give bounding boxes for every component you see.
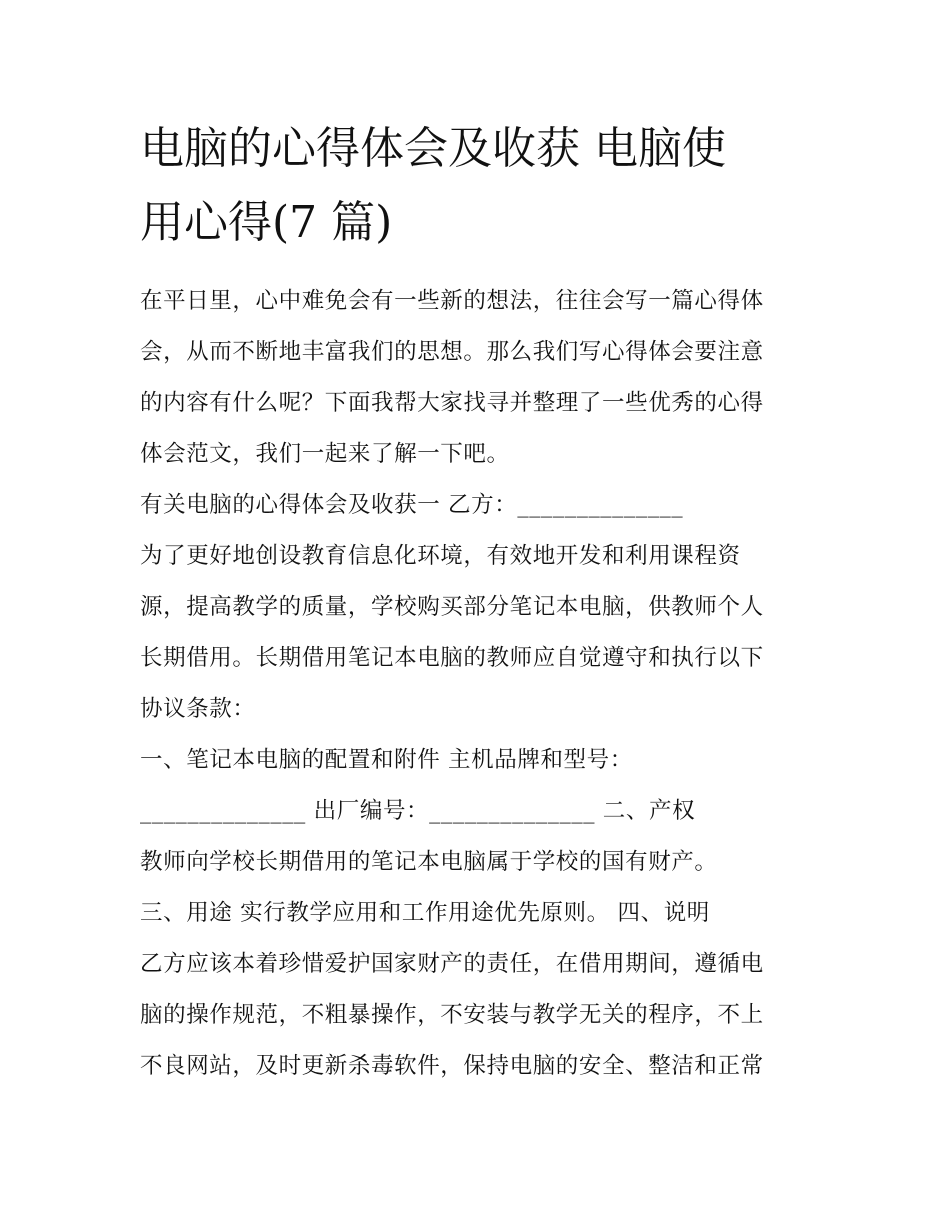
- page-title: [140, 112, 820, 260]
- paragraph-line: 在平日里，心中难免会有一些新的想法，往往会写一篇心得体: [140, 288, 764, 314]
- paragraph-line: 一、笔记本电脑的配置和附件 主机品牌和型号：: [140, 747, 633, 773]
- section-heading-line: 有关电脑的心得体会及收获一 乙方：______________: [140, 492, 684, 518]
- paragraph-line: 源，提高教学的质量，学校购买部分笔记本电脑，供教师个人: [140, 594, 764, 620]
- paragraph-line: 体会范文，我们一起来了解一下吧。: [140, 441, 510, 467]
- paragraph-line: 长期借用。长期借用笔记本电脑的教师应自觉遵守和执行以下: [140, 645, 764, 671]
- paragraph-line: 为了更好地创设教育信息化环境，有效地开发和利用课程资: [140, 543, 741, 569]
- paragraph-line: 脑的操作规范，不粗暴操作，不安装与教学无关的程序，不上: [140, 1002, 764, 1028]
- paragraph-line: 协议条款：: [140, 696, 256, 722]
- paragraph-line: 不良网站，及时更新杀毒软件，保持电脑的安全、整洁和正常: [140, 1053, 764, 1079]
- paragraph-line: 乙方应该本着珍惜爱护国家财产的责任，在借用期间，遵循电: [140, 951, 764, 977]
- paragraph-line: 会，从而不断地丰富我们的思想。那么我们写心得体会要注意: [140, 339, 764, 365]
- paragraph-line: 的内容有什么呢？下面我帮大家找寻并整理了一些优秀的心得: [140, 390, 764, 416]
- title-line-1: 电脑的心得体会及收获 电脑使: [140, 123, 726, 174]
- paragraph-line: 三、用途 实行教学应用和工作用途优先原则。 四、说明: [140, 900, 710, 926]
- paragraph-line: 教师向学校长期借用的笔记本电脑属于学校的国有财产。: [140, 849, 718, 875]
- paragraph-line: ______________ 出厂编号：______________ 二、产权: [140, 798, 696, 824]
- title-line-2: 用心得(7 篇): [140, 197, 393, 248]
